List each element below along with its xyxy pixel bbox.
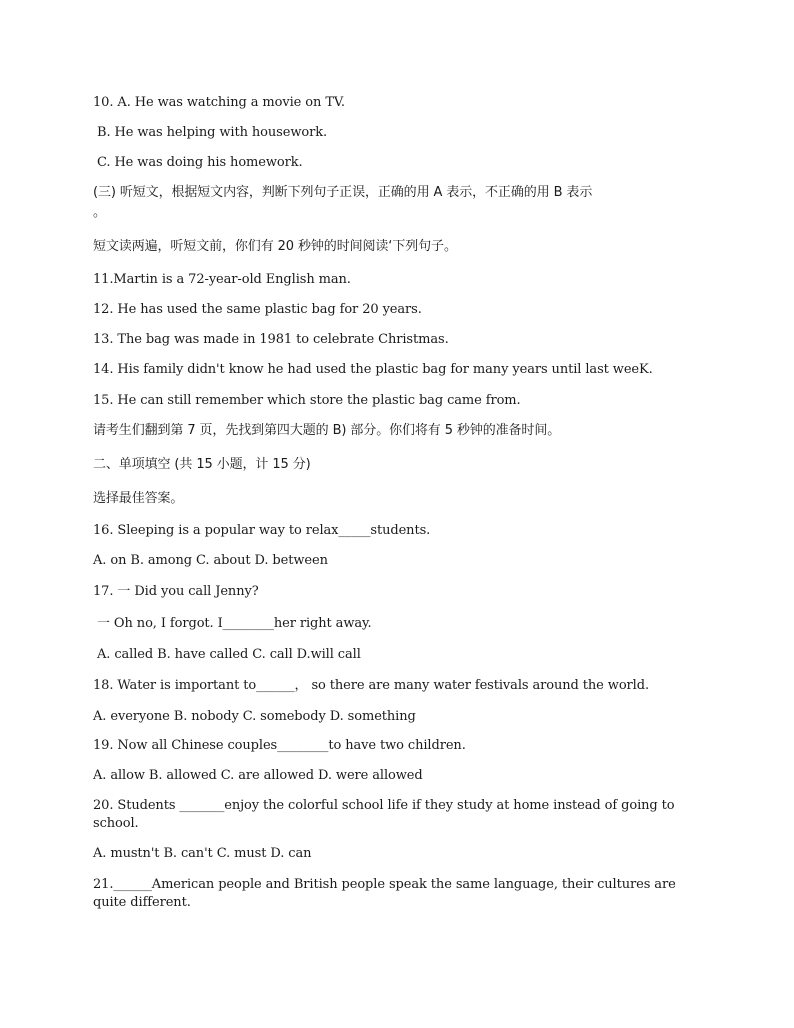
section-2-title: 二、单项填空 (共 15 小题，计 15 分)	[93, 457, 311, 472]
section-2-note: 选择最佳答案。	[93, 491, 184, 506]
question-16-options: A. on B. among C. about D. between	[93, 553, 328, 568]
question-17: 17. 一 Did you call Jenny?	[93, 584, 259, 599]
question-13: 13. The bag was made in 1981 to celebrate Christmas.	[93, 332, 449, 347]
question-20-options: A. mustn't B. can't C. must D. can	[93, 846, 312, 861]
question-12: 12. He has used the same plastic bag for 20 years.	[93, 302, 422, 317]
section-3-title: (三) 听短文，根据短文内容，判断下列句子正误，正确的用 A 表示，不正确的用 B 表示	[93, 185, 593, 200]
question-15: 15. He can still remember which store the plastic bag came from.	[93, 393, 521, 408]
question-18-options: A. everyone B. nobody C. somebody D. something	[93, 709, 416, 724]
question-10-option-b: B. He was helping with housework.	[97, 125, 328, 140]
question-16: 16. Sleeping is a popular way to relax_____students.	[93, 523, 431, 538]
turn-page-note: 请考生们翻到第 7 页，先找到第四大题的 B) 部分。你们将有 5 秒钟的准备时间。	[93, 423, 561, 438]
question-10-option-c: C. He was doing his homework.	[97, 155, 303, 170]
question-21: 21.______American people and British people speak the same language, their cultures are quite different.	[93, 877, 676, 910]
question-19-options: A. allow B. allowed C. are allowed D. were allowed	[93, 768, 423, 783]
question-19: 19. Now all Chinese couples________to have two children.	[93, 738, 466, 753]
section-3-note: 短文读两遍，听短文前，你们有 20 秒钟的时间阅读‘下列句子。	[93, 239, 457, 254]
question-14: 14. His family didn't know he had used the plastic bag for many years until last weeK.	[93, 362, 653, 377]
question-11: 11.Martin is a 72-year-old English man.	[93, 272, 351, 287]
question-20: 20. Students _______enjoy the colorful school life if they study at home instead of going to school.	[93, 798, 675, 831]
section-3-title-end: 。	[93, 205, 106, 220]
question-10: 10. A. He was watching a movie on TV.	[93, 95, 345, 110]
question-17-reply: 一 Oh no, I forgot. I________her right away.	[97, 616, 372, 631]
question-18: 18. Water is important to______， so there are many water festivals around the world.	[93, 678, 649, 693]
question-17-options: A. called B. have called C. call D.will call	[97, 647, 361, 662]
